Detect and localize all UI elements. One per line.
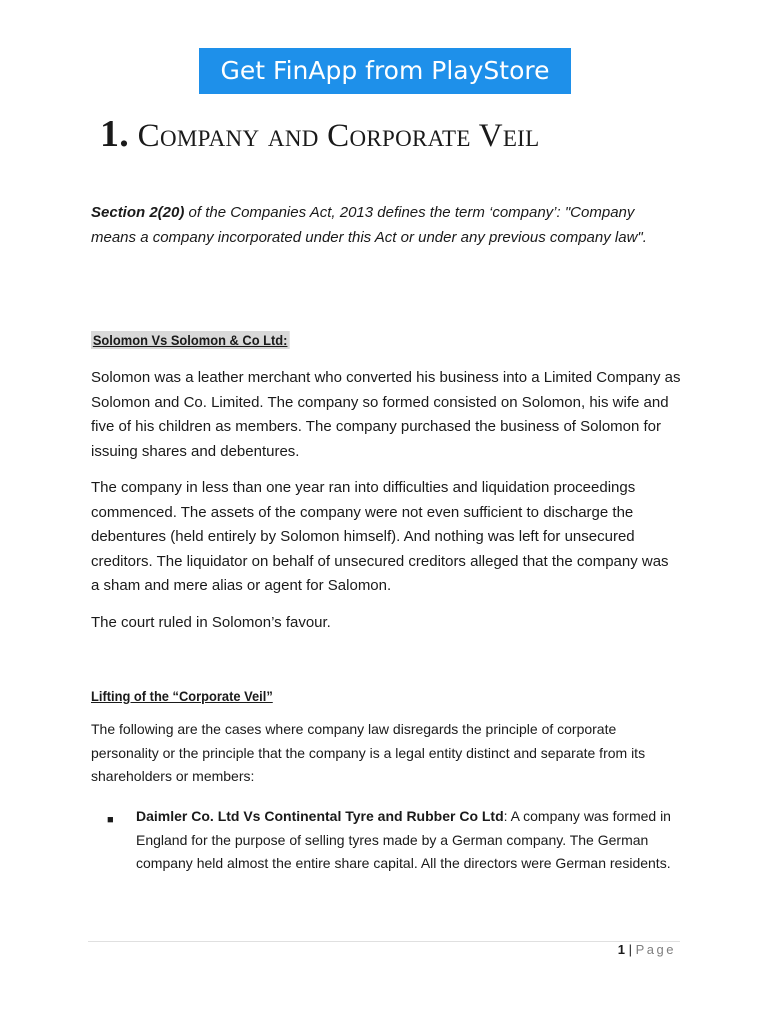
footer-divider bbox=[88, 941, 680, 942]
intro-text: of the Companies Act, 2013 defines the term ‘company’: "Company means a company incorporated under this Act or under any previous company law". bbox=[91, 204, 647, 246]
footer-separator: | bbox=[625, 942, 636, 957]
page-footer bbox=[618, 942, 676, 957]
case-text: : A company was formed in England for the purpose of selling tyres made by a German company. The German company held almost the entire share capital. All the directors were German residents. bbox=[136, 808, 671, 871]
page-label: Page bbox=[635, 942, 676, 957]
intro-paragraph bbox=[91, 201, 681, 250]
lifting-heading: Lifting of the “Corporate Veil” bbox=[91, 688, 273, 704]
page-title bbox=[100, 112, 700, 158]
solomon-paragraph-1: Solomon was a leather merchant who converted his business into a Limited Company as Solomon and Co. Limited. The company so formed consisted on Solomon, his wife and five of his children as members. The company purchased the business of Solomon for issuing shares and debentures. bbox=[91, 369, 681, 460]
solomon-heading: Solomon Vs Solomon & Co Ltd: bbox=[92, 332, 288, 348]
page-number: 1 bbox=[617, 942, 626, 957]
title-text: Company and Corporate Veil bbox=[137, 118, 540, 154]
bullet-square-icon: ■ bbox=[107, 814, 114, 826]
solomon-paragraph-3: The court ruled in Solomon’s favour. bbox=[91, 614, 331, 631]
case-list-item bbox=[136, 805, 681, 876]
case-title: Daimler Co. Ltd Vs Continental Tyre and Rubber Co Ltd bbox=[136, 808, 504, 824]
playstore-banner[interactable]: Get FinApp from PlayStore bbox=[199, 48, 571, 94]
title-number: 1. bbox=[100, 113, 130, 155]
lifting-paragraph: The following are the cases where company law disregards the principle of corporate personality or the principle that the company is a legal entity distinct and separate from its shareholders or members: bbox=[91, 721, 646, 784]
solomon-paragraph-2: The company in less than one year ran into difficulties and liquidation proceedings commenced. The assets of the company were not even sufficient to discharge the debentures (held entirely by Solomon himself). And nothing was left for unsecured creditors. The liquidator on behalf of unsecured creditors alleged that the company was a sham and mere alias or agent for Salomon. bbox=[91, 479, 669, 594]
section-reference: Section 2(20) bbox=[91, 204, 185, 221]
